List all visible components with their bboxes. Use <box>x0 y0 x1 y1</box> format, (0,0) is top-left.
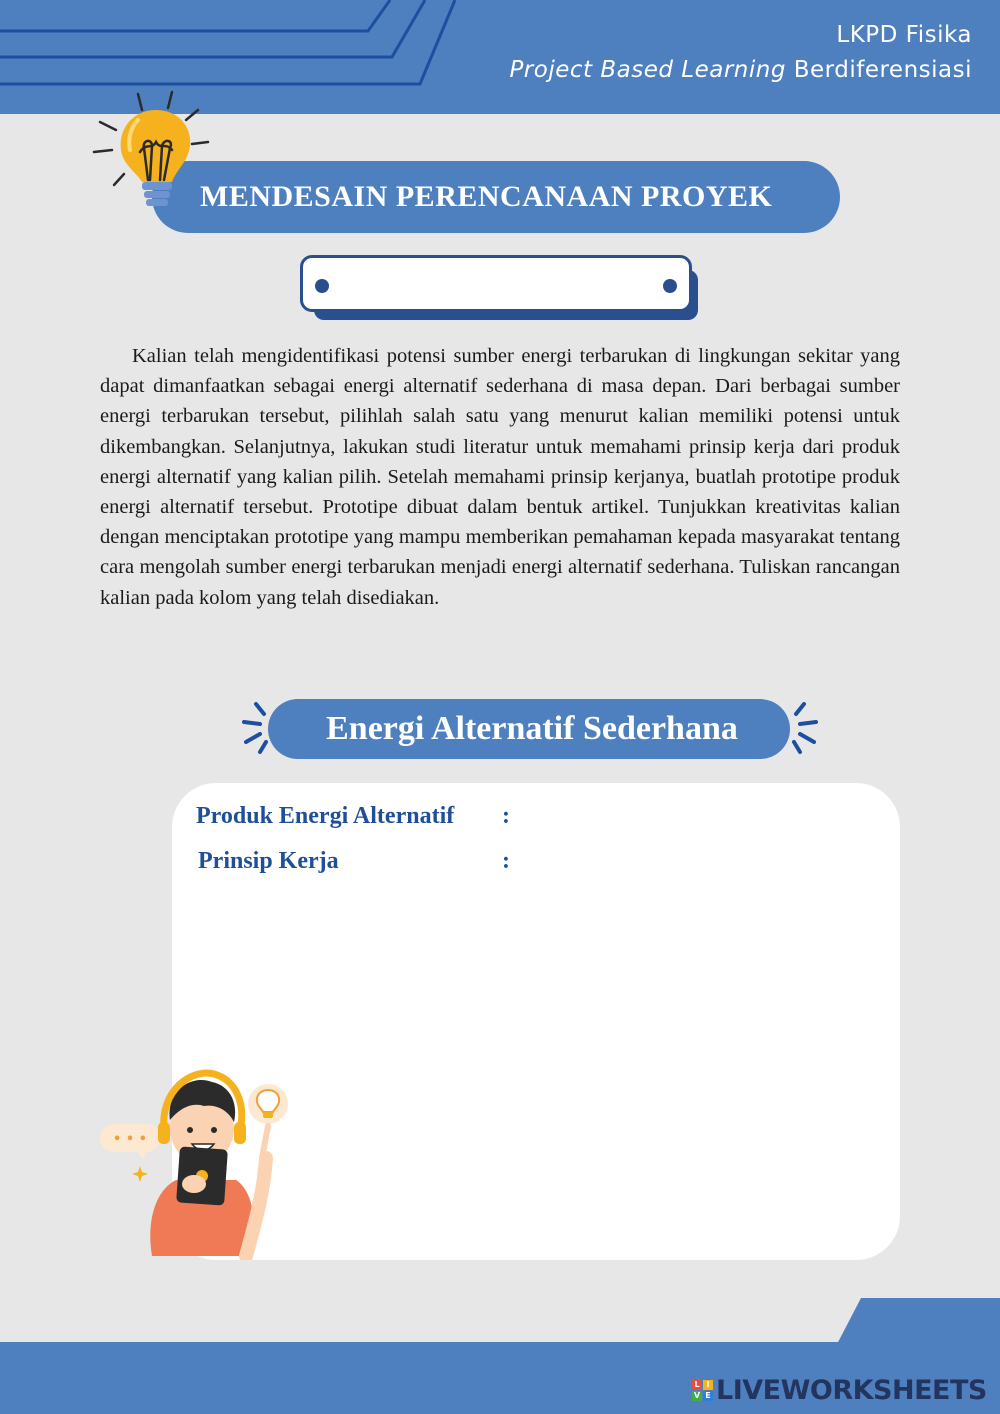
lightbulb-icon <box>88 90 218 220</box>
student-illustration <box>96 1060 296 1260</box>
section-title: Energi Alternatif Sederhana <box>326 710 738 747</box>
field-colon-produk: : <box>502 803 510 829</box>
speech-bubble-text: • • • <box>113 1132 147 1147</box>
instruction-paragraph: Kalian telah mengidentifikasi potensi sumber energi terbarukan di lingkungan sekitar yang dapat dimanfaatkan sebagai energi alternatif sederhana di masa depan. Dari berbagai sumber energi terbarukan tersebut, pilihlah salah satu yang menurut kalian memiliki potensi untuk dikembangkan. Selanjutnya, lakukan studi literatur untuk memahami prinsip kerja dari produk energi alternatif yang kalian pilih. Setelah memahami prinsip kerjanya, buatlah prototipe produk energi alternatif tersebut. Prototipe dibuat dalam bentuk artikel. Tunjukkan kreativitas kalian dengan menciptakan prototipe yang mampu memberikan pemahaman kepada masyarakat tentang cara mengolah sumber energi terbarukan menjadi energi alternatif sederhana. Tuliskan rancangan kalian pada kolom yang telah disediakan. <box>100 345 900 609</box>
field-label-produk: Produk Energi Alternatif <box>196 803 455 829</box>
section-banner <box>268 699 790 759</box>
header-model <box>509 53 972 88</box>
burst-right-icon <box>782 692 822 762</box>
footer-tab <box>835 1298 1000 1348</box>
title-text: MENDESAIN PERENCANAAN PROYEK <box>200 180 773 213</box>
liveworksheets-logo[interactable] <box>692 1375 987 1406</box>
header-text <box>509 18 972 88</box>
header-subject: LKPD Fisika <box>836 22 972 48</box>
field-colon-prinsip: : <box>502 848 510 874</box>
title-banner <box>152 161 840 233</box>
header-model-italic: Project Based Learning <box>509 57 786 83</box>
header-decorative-lines <box>0 0 470 114</box>
field-label-prinsip: Prinsip Kerja <box>198 848 339 874</box>
liveworksheets-icon: L I V E <box>692 1380 713 1401</box>
liveworksheets-text: LIVEWORKSHEETS <box>716 1375 987 1406</box>
dot-right <box>663 279 677 293</box>
dot-left <box>315 279 329 293</box>
header-model-rest: Berdiferensiasi <box>785 57 972 83</box>
name-input-box[interactable] <box>300 255 692 312</box>
